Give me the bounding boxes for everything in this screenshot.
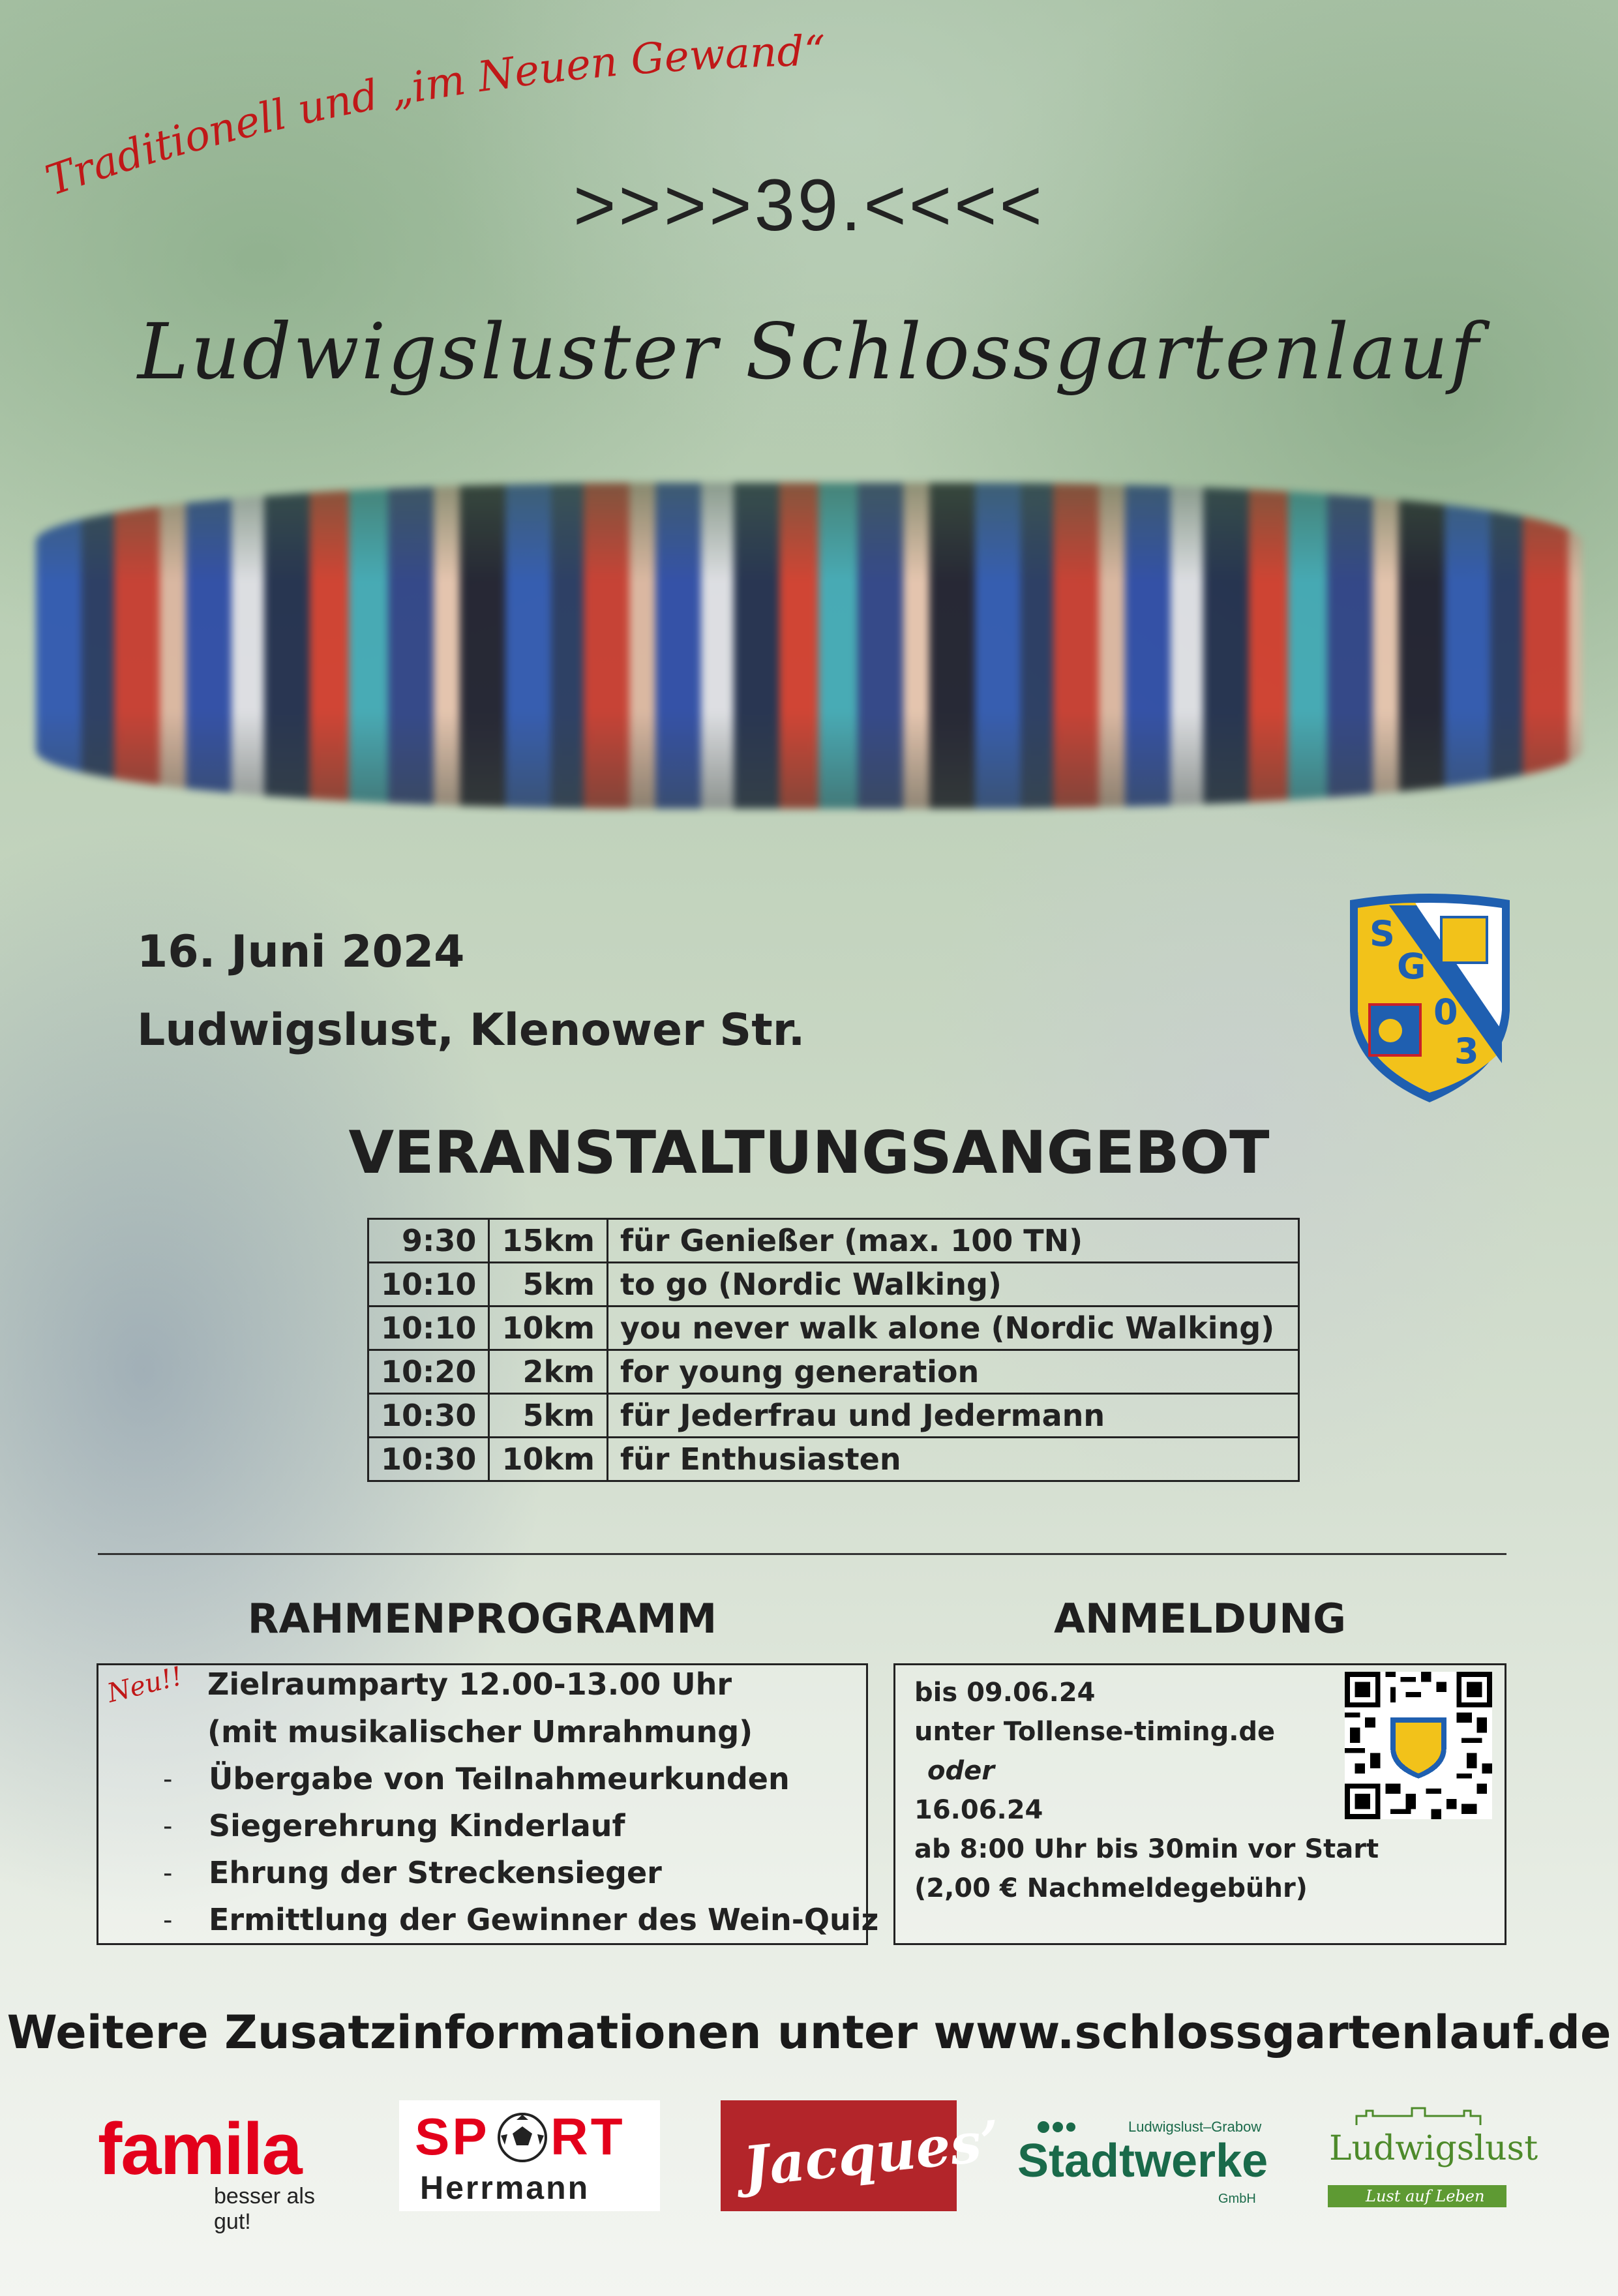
row-distance: 2km [489,1350,608,1394]
sponsor-stadtwerke[interactable] [1017,2100,1272,2211]
program-dash: - [163,1764,173,1794]
program-lead-sub: (mit musikalischer Umrahmung) [207,1714,753,1749]
program-item: Ermittlung der Gewinner des Wein-Quiz [209,1902,879,1937]
event-location: Ludwigslust, Klenower Str. [137,1004,805,1056]
event-date: 16. Juni 2024 [137,926,465,978]
registration-line: unter Tollense-timing.de [914,1717,1276,1747]
table-row [368,1307,1299,1350]
row-time: 9:30 [368,1219,489,1263]
new-badge: Neu!! [104,1661,186,1709]
runners-photo [36,483,1581,809]
row-distance: 5km [489,1263,608,1307]
registration-line: (2,00 € Nachmeldegebühr) [914,1873,1308,1903]
program-item: Übergabe von Teilnahmeurkunden [209,1761,790,1796]
club-letter-s: S [1370,913,1395,954]
club-shield-icon [1343,894,1516,1106]
registration-line: ab 8:00 Uhr bis 30min vor Start [914,1834,1379,1864]
herrmann-logo-text: Herrmann [420,2169,590,2206]
famila-logo-text: famila [98,2108,301,2190]
registration-heading: ANMELDUNG [1053,1595,1347,1642]
row-description: für Enthusiasten [607,1438,1298,1481]
program-item: Ehrung der Streckensieger [209,1855,662,1890]
schedule-table [367,1218,1300,1482]
row-distance: 15km [489,1219,608,1263]
table-row [368,1350,1299,1394]
jacques-logo-text: Jacques’ [740,2107,1004,2199]
club-letter-g: G [1397,946,1426,987]
soccer-ball-icon [497,2112,548,2163]
famila-slogan: besser als gut! [214,2184,315,2234]
registration-line: oder [927,1756,995,1786]
sport-logo-text-b: RT [550,2107,625,2166]
row-time: 10:10 [368,1263,489,1307]
ludwigslust-slogan: Lust auf Leben [1366,2187,1485,2205]
table-row [368,1263,1299,1307]
club-digit-3: 3 [1454,1031,1479,1072]
row-distance: 10km [489,1307,608,1350]
sponsor-ludwigslust[interactable] [1324,2100,1538,2211]
row-time: 10:10 [368,1307,489,1350]
tagline-text: Traditionell und „im Neuen Gewand“ [40,27,826,206]
castle-outline-icon [1353,2107,1484,2126]
program-dash: - [163,1905,173,1935]
row-time: 10:30 [368,1438,489,1481]
race-title: Ludwigsluster Schlossgartenlauf [137,307,1481,397]
stadtwerke-region: Ludwigslust–Grabow [1128,2119,1262,2135]
sponsor-famila[interactable] [98,2100,333,2234]
club-logo-sg03 [1343,894,1516,1106]
row-description: for young generation [607,1350,1298,1394]
row-time: 10:30 [368,1394,489,1438]
sponsor-sport-herrmann[interactable] [399,2100,660,2211]
registration-line: bis 09.06.24 [914,1678,1096,1708]
section-divider [98,1553,1506,1555]
offer-heading: VERANSTALTUNGSANGEBOT [348,1119,1270,1187]
program-dash: - [163,1858,173,1888]
row-description: für Genießer (max. 100 TN) [607,1219,1298,1263]
stadtwerke-suffix: GmbH [1218,2192,1256,2206]
registration-line: 16.06.24 [914,1795,1043,1825]
edition-number: >>>>39.<<<< [573,164,1045,246]
registration-qr-code[interactable] [1345,1672,1492,1819]
row-description: to go (Nordic Walking) [607,1263,1298,1307]
info-website-line[interactable]: Weitere Zusatzinformationen unter www.schlossgartenlauf.de [7,2006,1611,2059]
program-heading: RAHMENPROGRAMM [247,1595,717,1642]
sport-logo-text-a: SP [415,2107,490,2166]
row-distance: 5km [489,1394,608,1438]
row-time: 10:20 [368,1350,489,1394]
program-lead: Zielraumparty 12.00-13.00 Uhr [207,1667,732,1702]
sponsor-jacques[interactable] [721,2100,1004,2211]
qr-code-icon [1345,1672,1492,1819]
stadtwerke-logo-text: Stadtwerke [1017,2135,1268,2187]
club-digit-0: 0 [1433,991,1458,1033]
table-row [368,1219,1299,1263]
table-row [368,1438,1299,1481]
row-distance: 10km [489,1438,608,1481]
stadtwerke-dots-icon [1037,2119,1083,2136]
ludwigslust-logo-text: Ludwigslust [1329,2129,1538,2168]
row-description: you never walk alone (Nordic Walking) [607,1307,1298,1350]
program-item: Siegerehrung Kinderlauf [209,1808,625,1843]
row-description: für Jederfrau und Jedermann [607,1394,1298,1438]
table-row [368,1394,1299,1438]
program-dash: - [163,1811,173,1841]
